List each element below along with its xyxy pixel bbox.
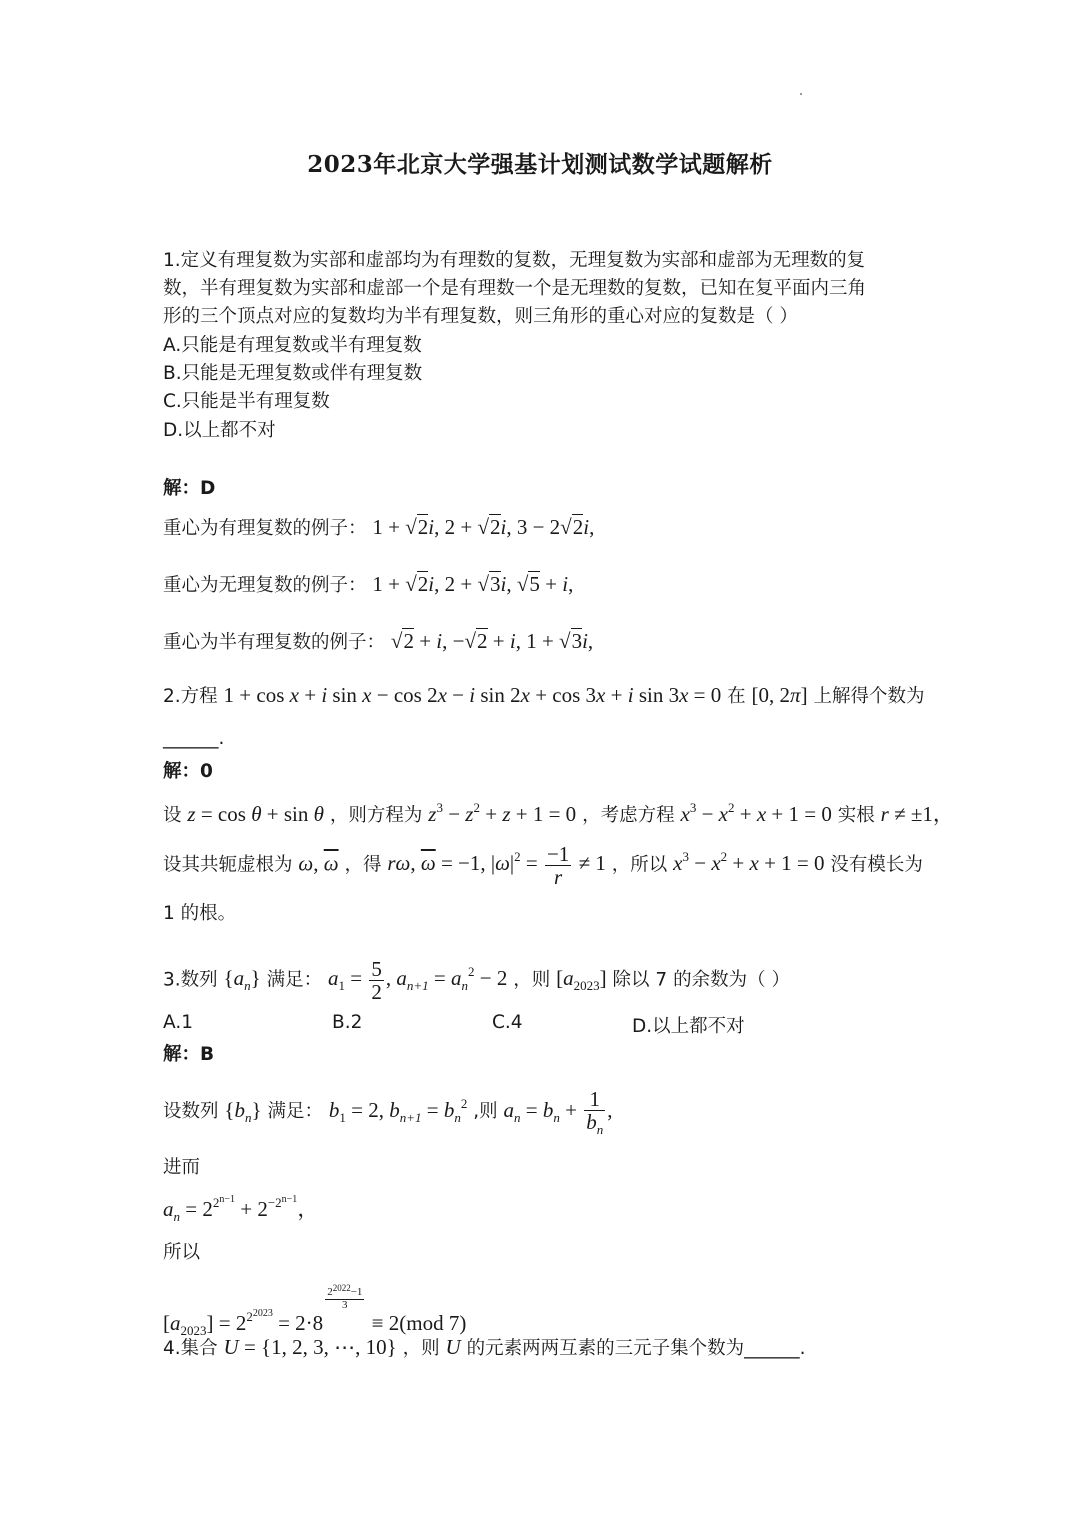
q3-formula-result — [163, 1284, 466, 1339]
q3-answer: 解：B — [163, 1044, 215, 1065]
formula: rω, $\overline{\omega} = -1$, $|\omega|^2$ = $\frac{-1}{r}$ ≠ 1 — [387, 842, 606, 890]
text: ，则方程为 — [329, 805, 423, 826]
text: 设数列 — [163, 1101, 219, 1123]
formula: $\{a_n\}$ — [223, 966, 261, 994]
text: 上解得个数为 — [813, 686, 925, 707]
interval: [0, 2π] — [751, 683, 808, 707]
text: 除以 7 的余数为（ ） — [612, 969, 790, 991]
q1-option-b: B.只能是无理复数或伴有理复数 — [163, 363, 423, 384]
q3-line-1 — [163, 958, 790, 1003]
formula: $x^3 - x^2 + x + 1 = 0$ — [673, 849, 825, 876]
q1-line-1: 1.定义有理复数为实部和虚部均为有理数的复数，无理复数为实部和虚部为无理数的复 — [163, 250, 866, 271]
q2-solution-line-3: 1 的根。 — [163, 903, 237, 924]
formula: $[a_{2023}]$ — [556, 966, 607, 994]
formula: $b_1 = 2$, $b_{n+1} = b_n^2$ — [328, 1096, 468, 1126]
formula: U = {1, 2, 3, ⋯, 10} — [223, 1335, 397, 1359]
equation: 1 + cos x + i sin x − cos 2x − i sin 2x + cos 3x + i sin 3x = 0 — [223, 683, 722, 707]
q1-option-d: D.以上都不对 — [163, 420, 276, 441]
text: 的元素两两互素的三元子集个数为 — [466, 1338, 745, 1359]
scan-speck — [800, 93, 802, 95]
text: ，得 — [344, 854, 382, 876]
q1-example-irrational — [163, 571, 573, 597]
formula: 1 + √2i, 2 + √3i, √5 + i, — [372, 572, 574, 596]
text: ，则 — [513, 969, 551, 991]
example-label: 重心为半有理复数的例子： — [163, 632, 386, 653]
text: 设 — [163, 805, 182, 826]
example-label: 重心为有理复数的例子： — [163, 518, 367, 539]
text: 4.集合 — [163, 1338, 218, 1359]
q1-answer: 解：D — [163, 478, 216, 499]
formula: r ≠ ±1， — [880, 802, 954, 826]
formula: 1 + √2i, 2 + √2i, 3 − 2√2i, — [372, 515, 595, 539]
example-label: 重心为无理复数的例子： — [163, 575, 367, 596]
q2-solution-line-1 — [163, 798, 954, 828]
q3-option-c: C.4 — [492, 1012, 523, 1033]
q4-line-1 — [163, 1334, 806, 1360]
text: 在 — [727, 686, 746, 707]
text: 满足： — [266, 969, 323, 991]
text: ,则 — [473, 1101, 498, 1123]
text: ，所以 — [611, 854, 668, 876]
text: 实根 — [837, 805, 875, 826]
q2-answer: 解：0 — [163, 761, 213, 782]
q2-line-1 — [163, 682, 924, 708]
q1-example-rational — [163, 514, 594, 540]
q1-example-half — [163, 628, 593, 654]
q3-jin-er: 进而 — [163, 1157, 201, 1178]
formula: ω, $\overline{\omega}$ — [298, 851, 339, 876]
formula: $a_n = b_n$ + $\frac{1}{b_n}$ , — [503, 1087, 613, 1138]
text: ，则 — [402, 1338, 440, 1359]
formula: $a_n = 2^{2^{n-1}} + 2^{-2^{n-1}}$， — [163, 1194, 319, 1224]
q1-line-2: 数，半有理复数为实部和虚部一个是有理数一个是无理数的复数，已知在复平面内三角 — [163, 278, 867, 299]
q3-solution-line-1 — [163, 1088, 612, 1137]
q3-suo-yi: 所以 — [163, 1242, 201, 1263]
q1-option-a: A.只能是有理复数或半有理复数 — [163, 335, 422, 356]
q1-option-c: C.只能是半有理复数 — [163, 391, 330, 412]
q2-blank: ______. — [163, 728, 225, 749]
text: 没有模长为 — [830, 854, 923, 876]
text: 设其共轭虚根为 — [163, 854, 293, 876]
q2-solution-line-2 — [163, 843, 923, 888]
formula: $\{b_n\}$ — [224, 1098, 262, 1126]
q3-option-b: B.2 — [332, 1012, 363, 1033]
q3-option-a: A.1 — [163, 1012, 193, 1033]
text: 3.数列 — [163, 969, 218, 991]
q4-blank: ______. — [744, 1338, 806, 1359]
formula: $z^3 - z^2 + z + 1 = 0$ — [428, 800, 577, 826]
text: 满足： — [267, 1101, 323, 1123]
formula: U — [445, 1335, 461, 1359]
q3-formula-an — [163, 1193, 318, 1225]
formula: √2 + i, −√2 + i, 1 + √3i, — [390, 629, 594, 653]
formula: z = cos θ + sin θ — [187, 802, 324, 826]
formula: $x^3 - x^2 + x + 1 = 0$ — [680, 800, 832, 826]
text: 2.方程 — [163, 686, 218, 707]
q3-option-d: D.以上都不对 — [632, 1016, 745, 1037]
q1-line-3: 形的三个顶点对应的复数均为半有理复数，则三角形的重心对应的复数是（ ） — [163, 306, 798, 327]
formula: $a_1$ = $\frac{5}{2}$ , $a_{n+1} = a_n^2 - 2$ — [328, 957, 508, 1005]
page-title: 2023年北京大学强基计划测试数学试题解析 — [307, 151, 773, 178]
formula: $[a_{2023}] = 2^{2^{2023}} = 2\cdot 8$ $\frac{2^{2022}-1}{3}$ ≡ 2(mod 7) — [163, 1283, 467, 1338]
text: ，考虑方程 — [582, 805, 675, 826]
